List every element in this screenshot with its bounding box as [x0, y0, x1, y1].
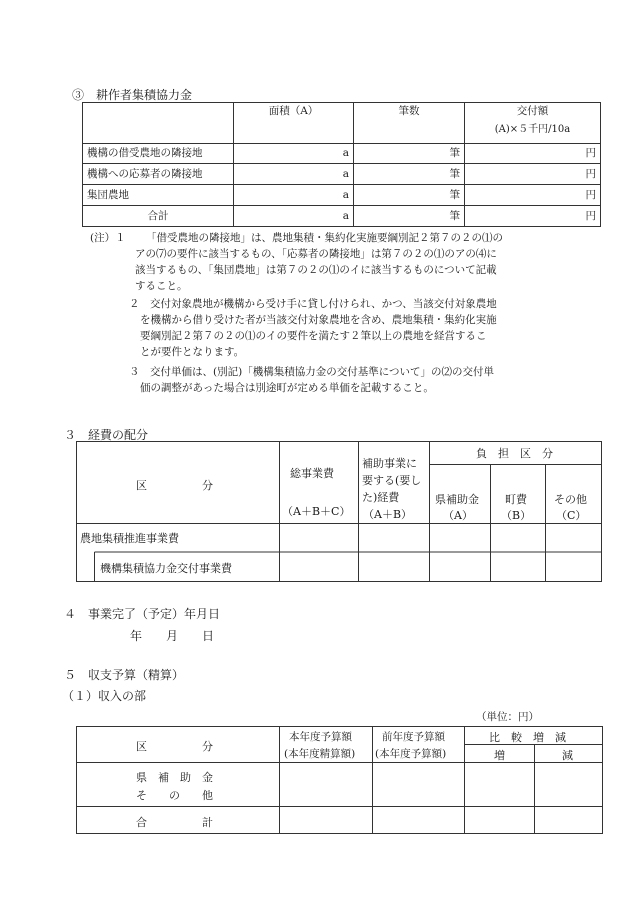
area-unit: a	[234, 185, 354, 206]
header-count: 筆数	[354, 103, 465, 144]
header-blank	[83, 103, 234, 144]
header-amount-formula: (A)×５千円/10a	[494, 123, 571, 135]
cooperation-fund-table	[82, 102, 601, 227]
table-row	[83, 206, 601, 227]
cost-header-subsidized-l4: （A＋B）	[363, 508, 413, 521]
budget-row-other: そ の 他	[136, 789, 213, 802]
budget-header-current-l1: 本年度予算額	[289, 731, 352, 743]
section-heading-completion: ４ 事業完了（予定）年月日	[64, 607, 221, 621]
budget-header-prev-l2: (本年度予算額)	[375, 748, 447, 760]
cost-header-pref: 県補助金	[435, 493, 479, 506]
budget-unit: （単位：円）	[476, 711, 539, 723]
area-unit: a	[234, 164, 354, 185]
note-1-line-4: すること。	[135, 280, 188, 292]
cost-row-promotion: 農地集積推進事業費	[80, 532, 179, 545]
cost-header-subsidized-l2: 要する(要し	[362, 474, 422, 487]
cost-header-kubun: 区 分	[136, 479, 213, 492]
note-3-line-1: ３ 交付単価は、(別記)「機構集積協力金の交付基準について」の⑵の交付単	[129, 366, 494, 378]
cost-header-total: 総事業費	[290, 467, 334, 480]
budget-header-decrease: 減	[562, 749, 573, 762]
count-unit: 筆	[354, 185, 465, 206]
section-heading-cost: ３ 経費の配分	[64, 428, 149, 442]
cost-header-other: その他	[554, 493, 587, 506]
cost-table	[76, 441, 602, 582]
amount-unit: 円	[465, 144, 601, 164]
budget-header-kubun: 区 分	[136, 740, 213, 753]
note-3-line-2: 価の調整があった場合は別途町が定める単価を記載すること。	[140, 382, 434, 394]
row-label-total: 合計	[83, 206, 234, 227]
note-2-line-1: ２ 交付対象農地が機構から受け手に貸し付けられ、かつ、当該交付対象農地	[129, 298, 497, 310]
cost-header-total-formula: （A＋B＋C）	[282, 505, 351, 518]
cost-header-town: 町費	[505, 493, 527, 506]
budget-row-pref-subsidy: 県 補 助 金	[136, 771, 213, 784]
cost-header-town-formula: （B）	[501, 509, 532, 522]
amount-unit: 円	[465, 206, 601, 227]
note-2-line-2: を機構から借り受けた者が当該交付対象農地を含め、農地集積・集約化実施	[140, 314, 497, 326]
completion-date: 年 月 日	[130, 629, 215, 643]
budget-header-compare: 比 較 増 減	[489, 731, 566, 744]
note-1-line-2: アの⑺の要件に該当するもの、「応募者の隣接地」は第７の２の⑴のアの⑷に	[135, 248, 497, 260]
cost-header-subsidized-l1: 補助事業に	[362, 457, 417, 470]
cost-header-pref-formula: （A）	[443, 509, 473, 522]
note-1-line-1: 「借受農地の隣接地」は、農地集積・集約化実施要綱別記２第７の２の⑴の	[146, 232, 503, 244]
cost-header-subsidized-l3: た)経費	[362, 491, 400, 504]
header-amount-label: 交付額	[516, 105, 549, 117]
table-row	[83, 185, 601, 206]
table-row	[83, 164, 601, 185]
count-unit: 筆	[354, 144, 465, 164]
budget-income-subheading: （１）収入の部	[62, 689, 147, 703]
section-heading-cooperation-fund: ③ 耕作者集積協力金	[72, 88, 193, 102]
row-label: 集団農地	[83, 185, 234, 206]
note-1-line-3: 該当するもの、「集団農地」は第７の２の⑴のイに該当するものについて記載	[135, 264, 497, 276]
amount-unit: 円	[465, 185, 601, 206]
note-2-line-4: とが要件となります。	[140, 346, 245, 358]
budget-header-current-l2: (本年度精算額)	[284, 748, 356, 760]
note-2-line-3: 要綱別記２第７の２の⑴のイの要件を満たす２筆以上の農地を経営するこ	[140, 330, 487, 342]
row-label: 機構への応募者の隣接地	[83, 164, 234, 185]
note-lead: (注）１	[90, 232, 126, 244]
table-row	[83, 144, 601, 164]
count-unit: 筆	[354, 164, 465, 185]
budget-header-prev-l1: 前年度予算額	[382, 731, 445, 743]
budget-header-increase: 増	[494, 749, 505, 762]
header-amount	[465, 103, 601, 144]
amount-unit: 円	[465, 164, 601, 185]
budget-table	[76, 726, 603, 834]
count-unit: 筆	[354, 206, 465, 227]
row-label: 機構の借受農地の隣接地	[83, 144, 234, 164]
budget-row-total: 合 計	[136, 816, 213, 829]
cost-row-cooperation-grant: 機構集積協力金交付事業費	[100, 562, 232, 575]
cost-header-other-formula: （C）	[556, 509, 587, 522]
header-area: 面積（A）	[234, 103, 354, 144]
section-heading-budget: ５ 収支予算（精算）	[64, 668, 185, 682]
area-unit: a	[234, 144, 354, 164]
cost-header-burden: 負 担 区 分	[476, 447, 553, 460]
area-unit: a	[234, 206, 354, 227]
